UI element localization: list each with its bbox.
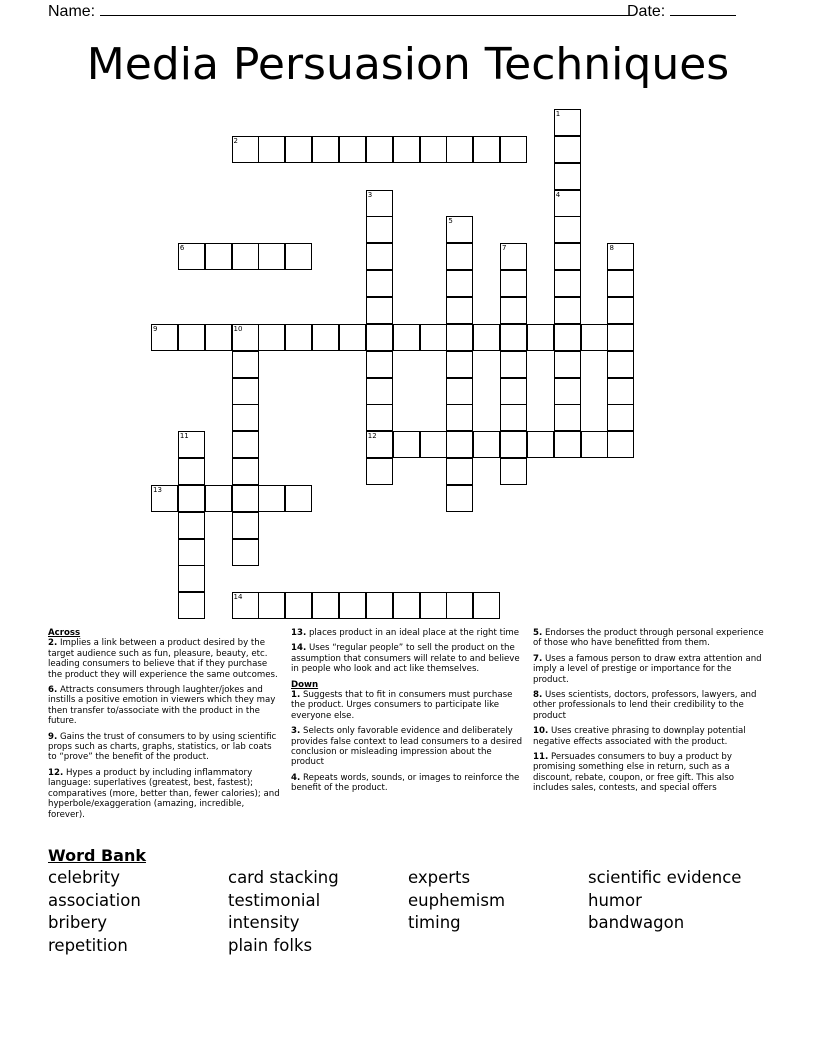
crossword-cell[interactable] [285,136,312,163]
crossword-cell[interactable] [232,324,259,351]
crossword-cell[interactable] [232,431,259,458]
clue-number: 1 [555,110,561,118]
crossword-cell[interactable] [205,243,232,270]
clue-number: 14 [233,593,243,602]
clue-number: 9 [153,324,158,333]
clue-number: 5 [448,217,453,226]
word-bank-title: Word Bank [48,846,147,865]
crossword-cell[interactable] [554,109,581,136]
crossword-cell[interactable] [393,592,420,619]
crossword-cell[interactable] [554,404,581,431]
crossword-cell[interactable] [312,136,339,163]
crossword-cell[interactable] [554,270,581,297]
crossword-cell[interactable] [473,136,500,163]
crossword-cell[interactable] [500,270,527,297]
crossword-cell[interactable] [446,216,473,243]
crossword-cell[interactable] [178,539,205,566]
crossword-cell[interactable] [554,136,581,163]
crossword-cell[interactable] [527,431,554,458]
word-bank-item: timing [408,913,461,933]
crossword-cell[interactable] [446,136,473,163]
crossword-cell[interactable] [446,297,473,324]
crossword-cell[interactable] [554,163,581,190]
crossword-cell[interactable] [473,592,500,619]
word-bank-item: repetition [48,936,128,956]
crossword-cell[interactable] [500,243,527,270]
crossword-cell[interactable] [366,324,393,351]
word-bank-item: intensity [228,913,300,933]
crossword-cell[interactable] [420,136,447,163]
clue-down-8: 8. Uses scientists, doctors, professors, lawyers, and other professionals to lend their credibility to the product [533,690,757,721]
word-bank-item: scientific evidence [588,868,742,887]
crossword-cell[interactable] [607,270,634,297]
crossword-cell[interactable] [500,431,527,458]
date-label: Date: [627,3,666,20]
crossword-cell[interactable] [554,431,581,458]
clue-number: 7 [502,244,507,253]
clue-across-6: 6. Attracts consumers through laughter/jokes and instills a positive emotion in viewers which they may then transfer to/associate with the product in the future. [48,685,276,727]
across-heading: Across [48,628,81,638]
clue-number: 12 [367,432,377,441]
clue-down-4: 4. Repeats words, sounds, or images to reinforce the benefit of the product. [291,772,520,794]
crossword-cell[interactable] [366,458,393,485]
word-bank-item: celebrity [48,868,121,887]
crossword-cell[interactable] [232,351,259,378]
crossword-cell[interactable] [366,136,393,163]
crossword-cell[interactable] [393,431,420,458]
down-heading: Down [291,679,319,690]
crossword-cell[interactable] [581,324,608,351]
crossword-cell[interactable] [285,485,312,512]
crossword-cell[interactable] [205,485,232,512]
word-bank-item: testimonial [228,890,321,910]
crossword-cell[interactable] [232,243,259,270]
crossword-cell[interactable] [232,512,259,539]
crossword-cell[interactable] [500,324,527,351]
crossword-cell[interactable] [366,243,393,270]
clue-down-11: 11. Persuades consumers to buy a product by promising something else in return, such as a discount, rebate, coupon, or free gift. This also includes sales, contests, and special offers [533,752,734,794]
crossword-cell[interactable] [232,378,259,405]
crossword-cell[interactable] [178,324,205,351]
word-bank-column-4 [588,867,741,935]
crossword-cell[interactable] [393,136,420,163]
crossword-cell[interactable] [178,458,205,485]
clue-number: 8 [609,244,614,253]
crossword-cell[interactable] [527,324,554,351]
clue-down-7: 7. Uses a famous person to draw extra attention and imply a level of prestige or importance for the product. [533,653,762,685]
crossword-cell[interactable] [232,539,259,566]
crossword-cell[interactable] [366,190,393,217]
crossword-cell[interactable] [446,378,473,405]
crossword-cell[interactable] [500,136,527,163]
clue-across-9: 9. Gains the trust of consumers to by using scientific props such as charts, graphs, statistics, or lab coats to “prove” the benefit of the product. [48,731,277,763]
crossword-cell[interactable] [554,351,581,378]
crossword-cell[interactable] [607,431,634,458]
crossword-cell[interactable] [554,324,581,351]
crossword-cell[interactable] [607,351,634,378]
word-bank-item: experts [408,868,471,887]
crossword-cell[interactable] [366,592,393,619]
crossword-cell[interactable] [339,136,366,163]
crossword-cell[interactable] [151,485,178,512]
crossword-cell[interactable] [420,324,447,351]
crossword-cell[interactable] [446,485,473,512]
crossword-cell[interactable] [500,404,527,431]
crossword-cell[interactable] [366,351,393,378]
crossword-cell[interactable] [285,243,312,270]
crossword-cell[interactable] [178,592,205,619]
crossword-cell[interactable] [366,431,393,458]
crossword-cell[interactable] [420,431,447,458]
crossword-cell[interactable] [607,297,634,324]
crossword-cell[interactable] [178,485,205,512]
crossword-cell[interactable] [366,216,393,243]
clue-number: 6 [179,244,185,253]
word-bank-item: humor [588,890,642,910]
crossword-cell[interactable] [312,592,339,619]
word-bank-column-2 [228,867,339,958]
crossword-cell[interactable] [339,324,366,351]
crossword-cell[interactable] [285,324,312,351]
crossword-cell[interactable] [446,458,473,485]
crossword-cell[interactable] [446,431,473,458]
name-label: Name: [48,3,96,20]
crossword-cell[interactable] [312,324,339,351]
crossword-cell[interactable] [554,190,581,217]
crossword-cell[interactable] [366,404,393,431]
clue-across-13: 13. places product in an ideal place at the right time [291,628,520,638]
crossword-cell[interactable] [232,592,259,619]
crossword-cell[interactable] [473,324,500,351]
crossword-cell[interactable] [554,243,581,270]
crossword-cell[interactable] [500,351,527,378]
word-bank-item: euphemism [408,890,506,910]
crossword-cell[interactable] [581,431,608,458]
clue-down-5: 5. Endorses the product through personal experience of those who have benefitted from them. [533,628,764,649]
clue-down-10: 10. Uses creative phrasing to downplay potential negative effects associated with the product. [533,726,746,747]
crossword-cell[interactable] [473,431,500,458]
crossword-cell[interactable] [258,485,285,512]
clue-down-1: 1. Suggests that to fit in consumers must purchase the product. Urges consumers to participate like everyone else. [291,690,513,721]
crossword-cell[interactable] [554,378,581,405]
crossword-cell[interactable] [366,270,393,297]
crossword-cell[interactable] [607,378,634,405]
clue-across-14: 14. Uses “regular people” to sell the product on the assumption that consumers will relate to and believe in people who look and act like themselves. [291,643,520,675]
crossword-cell[interactable] [178,565,205,592]
crossword-cell[interactable] [151,324,178,351]
crossword-cell[interactable] [258,324,285,351]
clues-column-1 [48,628,280,825]
crossword-cell[interactable] [446,404,473,431]
clue-number: 2 [233,136,239,145]
crossword-cell[interactable] [554,297,581,324]
crossword-cell[interactable] [258,136,285,163]
clues-column-3 [533,628,765,799]
clue-number: 4 [555,190,561,199]
crossword-cell[interactable] [446,270,473,297]
crossword-cell[interactable] [554,216,581,243]
word-bank-item: bribery [48,913,108,933]
crossword-cell[interactable] [366,297,393,324]
word-bank-column-1 [48,867,141,958]
crossword-cell[interactable] [232,485,259,512]
crossword-cell[interactable] [232,136,259,163]
crossword-cell[interactable] [339,592,366,619]
crossword-cell[interactable] [607,243,634,270]
clue-across-2: 2. Implies a link between a product desired by the target audience such as fun, pleasure, beauty, etc. leading consumers to believe that if they purchase the product they will experience the same outcomes. [48,638,278,680]
word-bank-item: bandwagon [588,913,685,933]
crossword-cell[interactable] [607,324,634,351]
crossword-cell[interactable] [178,512,205,539]
crossword-cell[interactable] [420,592,447,619]
crossword-cell[interactable] [446,324,473,351]
clue-number: 11 [179,432,189,441]
crossword-cell[interactable] [446,351,473,378]
crossword-cell[interactable] [205,324,232,351]
clue-number: 3 [367,190,373,199]
crossword-cell[interactable] [500,458,527,485]
word-bank-item: association [48,890,141,910]
clue-across-12: 12. Hypes a product by including inflammatory language: superlatives (greatest, best, fastest); comparatives (more, better than, fewer calories); and hyperbole/exaggeration (amazing, incredible, forever). [48,767,280,820]
clue-number: 13 [153,485,162,494]
crossword-cell[interactable] [232,458,259,485]
crossword-cell[interactable] [285,592,312,619]
crossword-cell[interactable] [607,404,634,431]
crossword-cell[interactable] [258,592,285,619]
clues-column-2 [291,628,523,799]
crossword-cell[interactable] [258,243,285,270]
crossword-cell[interactable] [178,431,205,458]
clue-number: 10 [233,324,243,333]
crossword-cell[interactable] [446,592,473,619]
crossword-cell[interactable] [178,243,205,270]
crossword-cell[interactable] [232,404,259,431]
crossword-cell[interactable] [366,378,393,405]
word-bank-item: card stacking [228,868,339,887]
crossword-cell[interactable] [500,378,527,405]
crossword-cell[interactable] [393,324,420,351]
word-bank-item: plain folks [228,936,313,956]
page-title: Media Persuasion Techniques [86,39,730,90]
crossword-cell[interactable] [446,243,473,270]
clue-down-3: 3. Selects only favorable evidence and deliberately provides false context to lead consumers to a desired conclusion or misleading impression about the product [291,726,523,768]
word-bank-column-3 [408,867,505,935]
crossword-cell[interactable] [500,297,527,324]
